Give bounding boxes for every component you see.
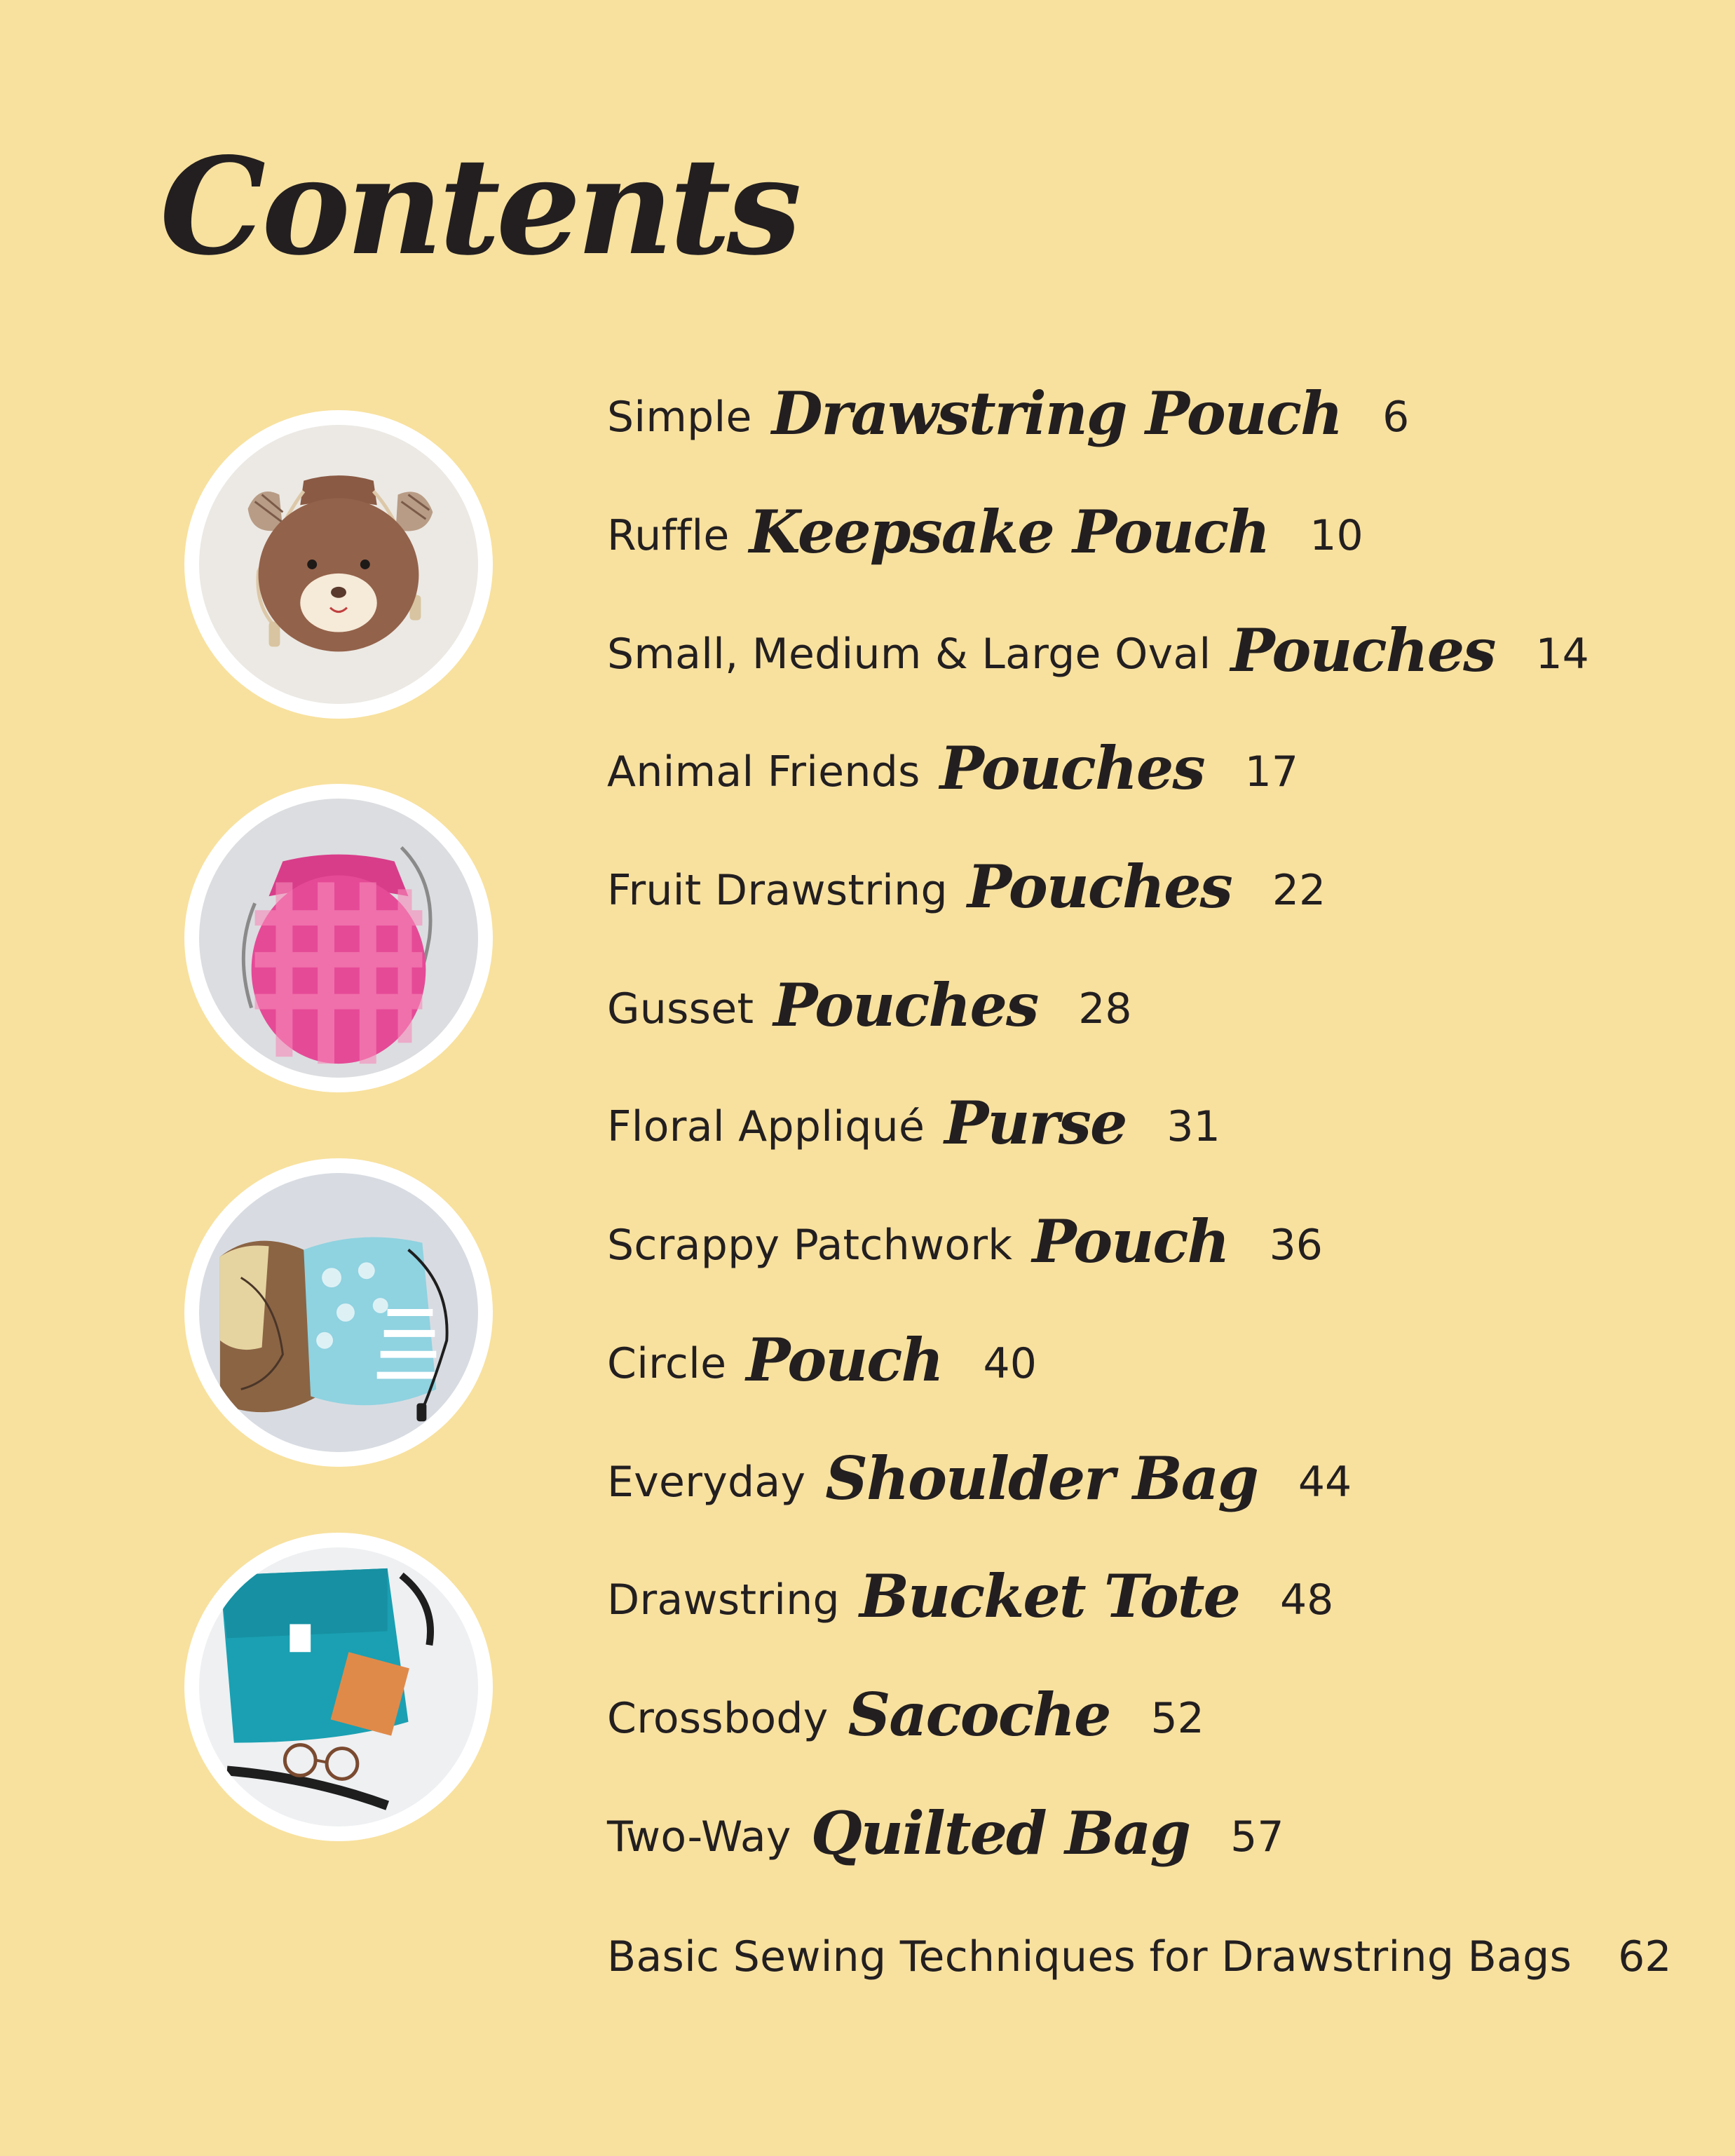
- entry-page-number: 62: [1618, 1932, 1672, 1981]
- toc-entry[interactable]: [607, 1547, 1333, 1653]
- entry-page-number: 6: [1382, 393, 1410, 442]
- entry-plain-text: Simple: [607, 393, 752, 442]
- entry-page-number: 10: [1309, 511, 1363, 560]
- toc-entry[interactable]: [607, 1193, 1323, 1298]
- toc-entry[interactable]: [607, 956, 1132, 1062]
- entry-plain-text: Basic Sewing Techniques for Drawstring Bags: [607, 1932, 1572, 1981]
- entry-page-number: 22: [1272, 866, 1326, 915]
- entry-script-text: Pouches: [773, 970, 1038, 1040]
- entry-script-text: Quilted Bag: [810, 1798, 1190, 1868]
- entry-script-text: Keepsake Pouch: [749, 496, 1270, 567]
- photo-patchwork-pouches: [184, 1158, 493, 1467]
- entry-script-text: Pouch: [1032, 1206, 1229, 1276]
- entry-script-text: Pouch: [746, 1324, 943, 1395]
- toc-entry[interactable]: [607, 483, 1363, 588]
- photo-teal-sacoche: [184, 1533, 493, 1841]
- photo-bear-pouch: [184, 410, 493, 719]
- entry-page-number: 48: [1280, 1575, 1334, 1625]
- entry-plain-text: Animal Friends: [607, 747, 920, 796]
- entry-page-number: 17: [1244, 747, 1298, 796]
- entry-plain-text: Gusset: [607, 984, 754, 1033]
- pink-pouch-image: [199, 799, 478, 1078]
- toc-entry[interactable]: [607, 1904, 1671, 2009]
- toc-entry[interactable]: [607, 602, 1589, 707]
- photo-pink-pouch: [184, 784, 493, 1092]
- entry-script-text: Pouches: [967, 851, 1232, 921]
- toc-entry[interactable]: [607, 1666, 1204, 1771]
- entry-script-text: Bucket Tote: [859, 1561, 1239, 1631]
- entry-page-number: 36: [1269, 1221, 1323, 1270]
- entry-page-number: 52: [1150, 1694, 1204, 1743]
- entry-script-text: Sacoche: [848, 1679, 1110, 1749]
- entry-plain-text: Scrappy Patchwork: [607, 1221, 1013, 1270]
- entry-plain-text: Floral Appliqué: [607, 1102, 925, 1151]
- entry-plain-text: Crossbody: [607, 1694, 829, 1743]
- entry-script-text: Drawstring Pouch: [771, 378, 1342, 448]
- entry-plain-text: Everyday: [607, 1458, 806, 1507]
- entry-plain-text: Drawstring: [607, 1575, 840, 1625]
- entry-plain-text: Ruffle: [607, 511, 730, 560]
- toc-entry[interactable]: [607, 1430, 1352, 1535]
- entry-page-number: 31: [1166, 1102, 1220, 1151]
- entry-script-text: Pouches: [1230, 615, 1495, 685]
- entry-page-number: 28: [1078, 984, 1132, 1033]
- entry-page-number: 14: [1535, 630, 1589, 679]
- entry-plain-text: Fruit Drawstring: [607, 866, 948, 915]
- toc-entry[interactable]: [607, 838, 1326, 943]
- entry-script-text: Shoulder Bag: [825, 1443, 1258, 1513]
- entry-page-number: 40: [983, 1339, 1037, 1388]
- patchwork-pouches-image: [199, 1173, 478, 1452]
- entry-plain-text: Two-Way: [607, 1812, 791, 1862]
- teal-sacoche-image: [199, 1547, 478, 1826]
- toc-entry[interactable]: [607, 719, 1298, 825]
- entry-script-text: Pouches: [939, 733, 1204, 803]
- entry-page-number: 44: [1298, 1458, 1352, 1507]
- toc-entry[interactable]: [607, 1074, 1220, 1179]
- toc-entry[interactable]: [607, 365, 1409, 470]
- toc-entry[interactable]: [607, 1311, 1037, 1416]
- entry-page-number: 57: [1230, 1812, 1284, 1862]
- toc-entry[interactable]: [607, 1784, 1284, 1890]
- bear-pouch-image: [199, 425, 478, 704]
- entry-plain-text: Circle: [607, 1339, 727, 1388]
- entry-plain-text: Small, Medium & Large Oval: [607, 630, 1211, 679]
- page-title: Contents: [160, 128, 798, 285]
- entry-script-text: Purse: [944, 1087, 1127, 1158]
